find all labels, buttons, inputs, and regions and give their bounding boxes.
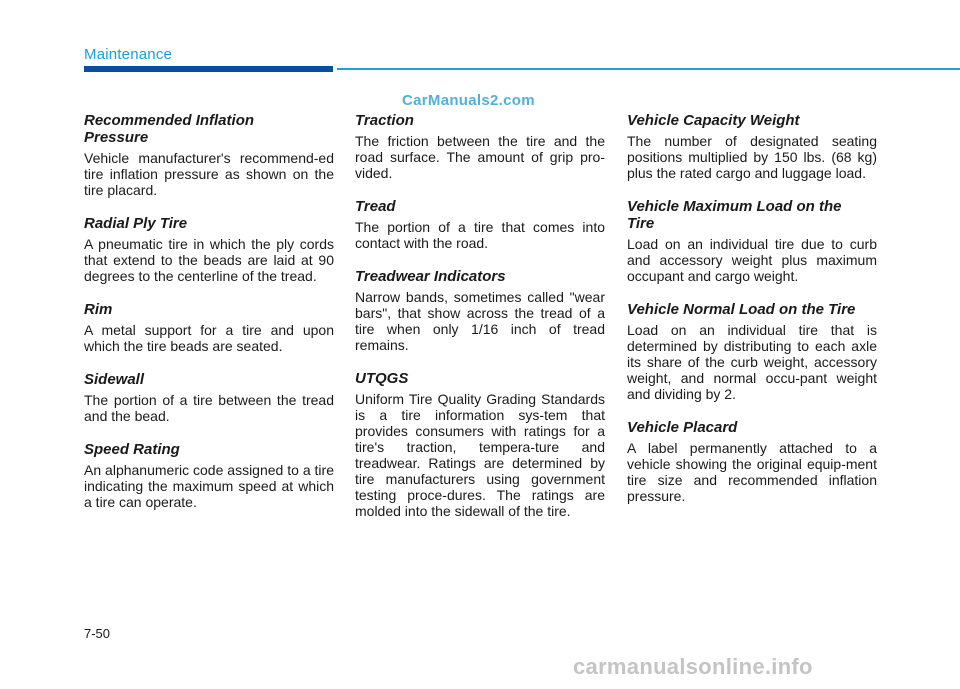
watermark-top: CarManuals2.com bbox=[402, 92, 535, 109]
glossary-term: Speed Rating bbox=[84, 441, 180, 458]
glossary-entry bbox=[84, 371, 334, 424]
header-rule-dark bbox=[84, 66, 333, 72]
glossary-term: UTQGS bbox=[355, 370, 409, 387]
column-2 bbox=[355, 112, 605, 536]
glossary-term: Radial Ply Tire bbox=[84, 215, 188, 232]
glossary-definition: Narrow bands, sometimes called "wear bars", that show across the tread of a tire when only 1/16 inch of tread remains. bbox=[355, 289, 605, 353]
glossary-term: Vehicle Capacity Weight bbox=[627, 112, 800, 129]
glossary-definition: A metal support for a tire and upon which the tire beads are seated. bbox=[84, 322, 334, 354]
glossary-entry bbox=[84, 112, 334, 198]
glossary-definition: The friction between the tire and the road surface. The amount of grip pro-vided. bbox=[355, 133, 605, 181]
glossary-term: Traction bbox=[355, 112, 414, 129]
glossary-term: Vehicle Normal Load on the Tire bbox=[627, 301, 856, 318]
glossary-definition: Uniform Tire Quality Grading Standards is a tire information sys-tem that provides consumers with ratings for a tire's traction, tempera-ture and treadwear. Ratings are determined by tire manufacturers using government testing proce-dures. The ratings are molded into the sidewall of the tire. bbox=[355, 391, 605, 519]
glossary-term: Tread bbox=[355, 198, 396, 215]
glossary-entry bbox=[627, 301, 877, 402]
glossary-entry bbox=[355, 112, 605, 181]
glossary-definition: The portion of a tire that comes into contact with the road. bbox=[355, 219, 605, 251]
glossary-term: Recommended Inflation Pressure bbox=[84, 112, 255, 146]
header-rule-light bbox=[337, 68, 960, 70]
glossary-term: Vehicle Placard bbox=[627, 419, 738, 436]
column-1 bbox=[84, 112, 334, 527]
page-number: 7-50 bbox=[84, 626, 111, 641]
glossary-entry bbox=[355, 268, 605, 353]
glossary-entry bbox=[355, 370, 605, 519]
glossary-term: Vehicle Maximum Load on the Tire bbox=[627, 198, 842, 232]
glossary-entry bbox=[627, 198, 877, 284]
section-title: Maintenance bbox=[84, 46, 173, 63]
glossary-definition: An alphanumeric code assigned to a tire indicating the maximum speed at which a tire can operate. bbox=[84, 462, 334, 510]
glossary-entry bbox=[627, 112, 877, 181]
glossary-entry bbox=[84, 301, 334, 354]
glossary-entry bbox=[84, 441, 334, 510]
glossary-definition: Load on an individual tire due to curb and accessory weight plus maximum occupant and cargo weight. bbox=[627, 236, 877, 284]
glossary-entry bbox=[627, 419, 877, 504]
glossary-definition: Load on an individual tire that is determined by distributing to each axle its share of the curb weight, accessory weight, and normal occu-pant weight and dividing by 2. bbox=[627, 322, 877, 402]
column-3 bbox=[627, 112, 877, 521]
glossary-definition: Vehicle manufacturer's recommend-ed tire inflation pressure as shown on the tire placard. bbox=[84, 150, 334, 198]
glossary-term: Sidewall bbox=[84, 371, 145, 388]
glossary-definition: The portion of a tire between the tread and the bead. bbox=[84, 392, 334, 424]
glossary-definition: A pneumatic tire in which the ply cords that extend to the beads are laid at 90 degrees to the centerline of the tread. bbox=[84, 236, 334, 284]
glossary-definition: A label permanently attached to a vehicle showing the original equip-ment tire size and recommended inflation pressure. bbox=[627, 440, 877, 504]
glossary-term: Rim bbox=[84, 301, 113, 318]
glossary-entry bbox=[355, 198, 605, 251]
watermark-bottom: carmanualsonline.info bbox=[573, 654, 813, 679]
glossary-entry bbox=[84, 215, 334, 284]
glossary-term: Treadwear Indicators bbox=[355, 268, 506, 285]
glossary-definition: The number of designated seating positions multiplied by 150 lbs. (68 kg) plus the rated cargo and luggage load. bbox=[627, 133, 877, 181]
